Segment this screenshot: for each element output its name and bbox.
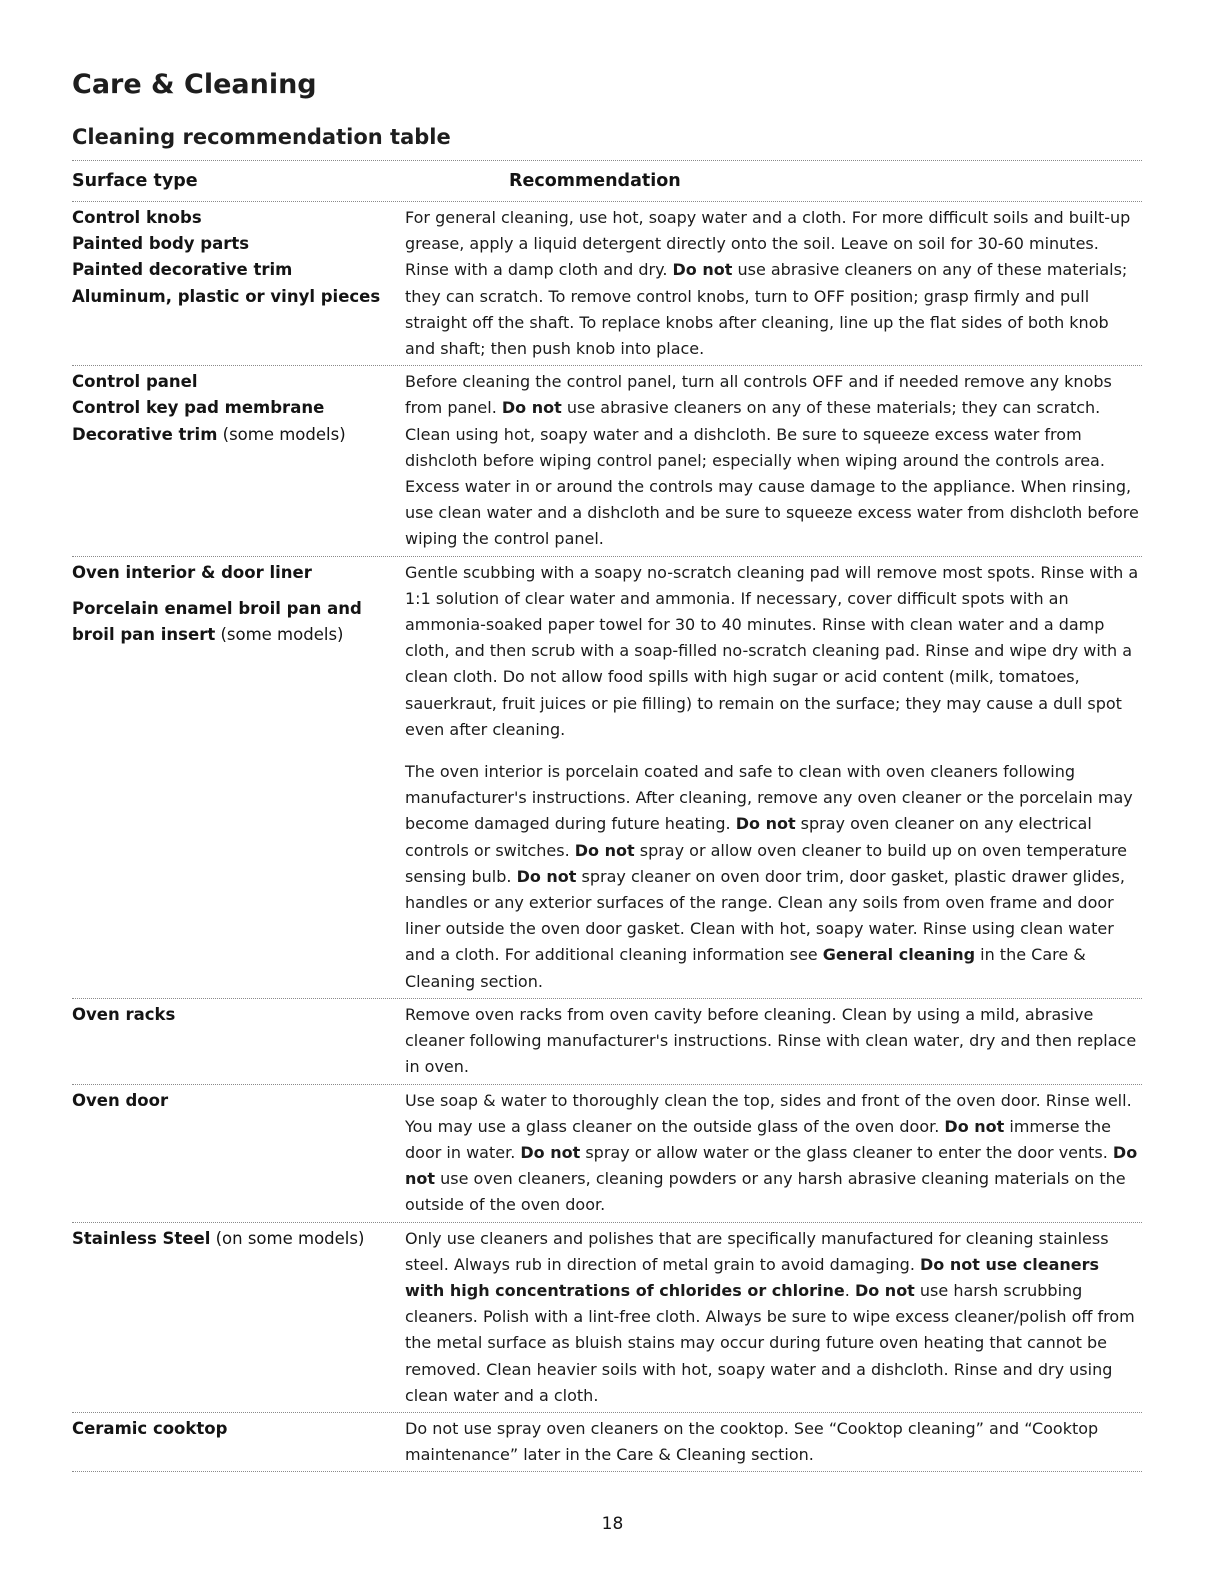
body-text: Remove oven racks from oven cavity before cleaning. Clean by using a mild, abrasive cleaner following manufacturer's instructions. Rinse with clean water, dry and then replace in oven.: [405, 1004, 1137, 1077]
surface-type-cell: [72, 1085, 405, 1114]
recommendation-text: [405, 1002, 1142, 1081]
emphasis-text: Do not: [854, 1280, 915, 1300]
surface-type-cell: [72, 557, 405, 649]
body-text: spray oven cleaner on any electrical controls or switches.: [405, 814, 1092, 860]
table-body: [72, 202, 1142, 1472]
surface-name: Decorative trim: [72, 424, 218, 444]
table-header: [72, 161, 1142, 201]
header-recommendation: Recommendation: [509, 171, 681, 191]
surface-name: Control knobs: [72, 208, 202, 227]
table-row: [72, 557, 1142, 998]
recommendation-text: [405, 1088, 1142, 1219]
emphasis-text: Do not: [574, 840, 635, 860]
surface-type: [72, 369, 405, 395]
body-text: use harsh scrubbing cleaners. Polish with a lint-free cloth. Always be sure to wipe excess cleaner/polish off from the metal surface as bluish stains may occur during future oven heating that cannot be removed. Clean heavier soils with hot, soapy water and a dishcloth. Rinse and dry using clean water and a cloth.: [405, 1280, 1135, 1405]
surface-type-cell: [72, 999, 405, 1028]
surface-name: Stainless Steel: [72, 1228, 211, 1248]
body-text: spray or allow water or the glass cleaner to enter the door vents.: [580, 1142, 1113, 1162]
surface-note: (on some models): [210, 1228, 365, 1248]
recommendation-text: [405, 205, 1142, 362]
table-row: [72, 1413, 1142, 1471]
recommendation-cell: [405, 1413, 1142, 1471]
page-number: 18: [601, 1514, 624, 1534]
surface-type-cell: [72, 366, 405, 448]
recommendation-cell: [405, 202, 1142, 365]
surface-type: [72, 1088, 405, 1114]
surface-type: [72, 284, 405, 310]
body-text: Gentle scubbing with a soapy no-scratch cleaning pad will remove most spots. Rinse with a 1:1 solution of clear water and ammonia. If necessary, cover difficult spots with an ammonia-soaked paper towel for 30 to 40 minutes. Rinse with clean water and a damp cloth, and then scrub with a soap-filled no-scratch cleaning pad. Rinse and wipe dry with a clean cloth. Do not allow food spills with high sugar or acid content (milk, tomatoes, sauerkraut, fruit juices or pie filling) to remain on the surface; they may cause a dull spot even after cleaning.: [405, 562, 1139, 739]
recommendation-text: [405, 1416, 1142, 1468]
surface-type-cell: [72, 1223, 405, 1252]
body-text: use abrasive cleaners on any of these materials; they can scratch. To remove control knobs, turn to OFF position; grasp firmly and pull straight off the shaft. To replace knobs after cleaning, line up the flat sides of both knob and shaft; then push knob into place.: [405, 260, 1128, 359]
surface-type: [72, 1226, 405, 1252]
body-text: in the Care & Cleaning section.: [405, 945, 1086, 991]
surface-type-cell: [72, 202, 405, 310]
body-text: immerse the door in water.: [405, 1116, 1111, 1162]
body-text: use abrasive cleaners on any of these materials; they can scratch. Clean using hot, soapy water and a dishcloth. Be sure to squeeze excess water from dishcloth before wiping control panel; especially when wiping around the controls area. Excess water in or around the controls may cause damage to the appliance. When rinsing, use clean water and a dishcloth and be sure to squeeze excess water from dishcloth before wiping the control panel.: [405, 398, 1139, 549]
emphasis-text: Do not: [520, 1142, 581, 1162]
surface-name: Oven interior & door liner: [72, 562, 312, 582]
recommendation-cell: [405, 366, 1142, 555]
body-text: Use soap & water to thoroughly clean the top, sides and front of the oven door. Rinse well. You may use a glass cleaner on the outside glass of the oven door.: [405, 1090, 1132, 1136]
page-content: [72, 66, 1142, 1465]
recommendation-cell: [405, 1085, 1142, 1222]
body-text: use oven cleaners, cleaning powders or any harsh abrasive cleaning materials on the outside of the oven door.: [405, 1169, 1126, 1215]
table-row: [72, 366, 1142, 555]
surface-note: (some models): [217, 424, 346, 444]
surface-type: [72, 205, 405, 231]
recommendation-cell: [405, 999, 1142, 1084]
body-text: spray cleaner on oven door trim, door gasket, plastic drawer glides, handles or any exterior surfaces of the range. Clean any soils from oven frame and door liner outside the oven door gasket. Clean with hot, soapy water. Rinse using clean water and a cloth. For additional cleaning information see: [405, 866, 1125, 965]
emphasis-text: Do not: [735, 814, 796, 834]
emphasis-text: General cleaning: [822, 945, 976, 965]
recommendation-text: [405, 1226, 1142, 1409]
table-row: [72, 1085, 1142, 1222]
cleaning-table: [72, 160, 1142, 1472]
table-row: [72, 202, 1142, 365]
surface-name: Painted body parts: [72, 234, 250, 254]
header-surface-type: Surface type: [72, 171, 198, 191]
emphasis-text: Do not: [516, 866, 577, 886]
surface-type: [72, 257, 405, 283]
body-text: Before cleaning the control panel, turn all controls OFF and if needed remove any knobs from panel.: [405, 372, 1112, 418]
surface-name: Ceramic cooktop: [72, 1418, 228, 1438]
surface-name: Painted decorative trim: [72, 260, 293, 280]
recommendation-text: [405, 759, 1142, 995]
surface-type: [72, 1416, 405, 1442]
emphasis-text: Do not: [501, 398, 562, 418]
surface-type: [72, 395, 405, 421]
body-text: Do not use spray oven cleaners on the cooktop. See “Cooktop cleaning” and “Cooktop maintenance” later in the Care & Cleaning section.: [405, 1418, 1099, 1465]
recommendation-cell: [405, 557, 1142, 998]
surface-name: Oven door: [72, 1090, 169, 1110]
surface-name: Oven racks: [72, 1004, 176, 1024]
emphasis-text: Do not: [405, 1142, 1138, 1189]
body-text: .: [844, 1280, 855, 1300]
table-row: [72, 1223, 1142, 1412]
surface-name: Porcelain enamel broil pan and broil pan insert: [72, 598, 362, 645]
section-title: Cleaning recommendation table: [72, 125, 451, 149]
recommendation-cell: [405, 1223, 1142, 1412]
surface-name: Control key pad membrane: [72, 398, 325, 418]
recommendation-text: [405, 369, 1142, 552]
surface-type: [72, 560, 405, 586]
body-text: The oven interior is porcelain coated and safe to clean with oven cleaners following manufacturer's instructions. After cleaning, remove any oven cleaner or the porcelain may become damaged during future heating.: [405, 762, 1133, 834]
surface-name: Aluminum, plastic or vinyl pieces: [72, 286, 381, 306]
surface-type: [72, 596, 405, 648]
surface-type: [72, 231, 405, 257]
surface-type: [72, 422, 405, 448]
body-text: spray or allow oven cleaner to build up on oven temperature sensing bulb.: [405, 840, 1128, 886]
body-text: Only use cleaners and polishes that are specifically manufactured for cleaning stainless steel. Always rub in direction of metal grain to avoid damaging.: [405, 1228, 1109, 1274]
recommendation-text: [405, 560, 1142, 743]
table-row: [72, 999, 1142, 1084]
surface-name: Control panel: [72, 372, 198, 392]
surface-type: [72, 1002, 405, 1028]
emphasis-text: Do not: [672, 260, 733, 280]
page-title: Care & Cleaning: [72, 69, 317, 100]
row-divider: [72, 1471, 1142, 1472]
body-text: For general cleaning, use hot, soapy water and a cloth. For more difficult soils and built-up grease, apply a liquid detergent directly onto the soil. Leave on soil for 30-60 minutes. Rinse with a damp cloth and dry.: [405, 208, 1131, 280]
surface-type-cell: [72, 1413, 405, 1442]
surface-note: (some models): [215, 625, 344, 645]
emphasis-text: Do not use cleaners with high concentrations of chlorides or chlorine: [405, 1254, 1100, 1300]
emphasis-text: Do not: [944, 1116, 1005, 1136]
